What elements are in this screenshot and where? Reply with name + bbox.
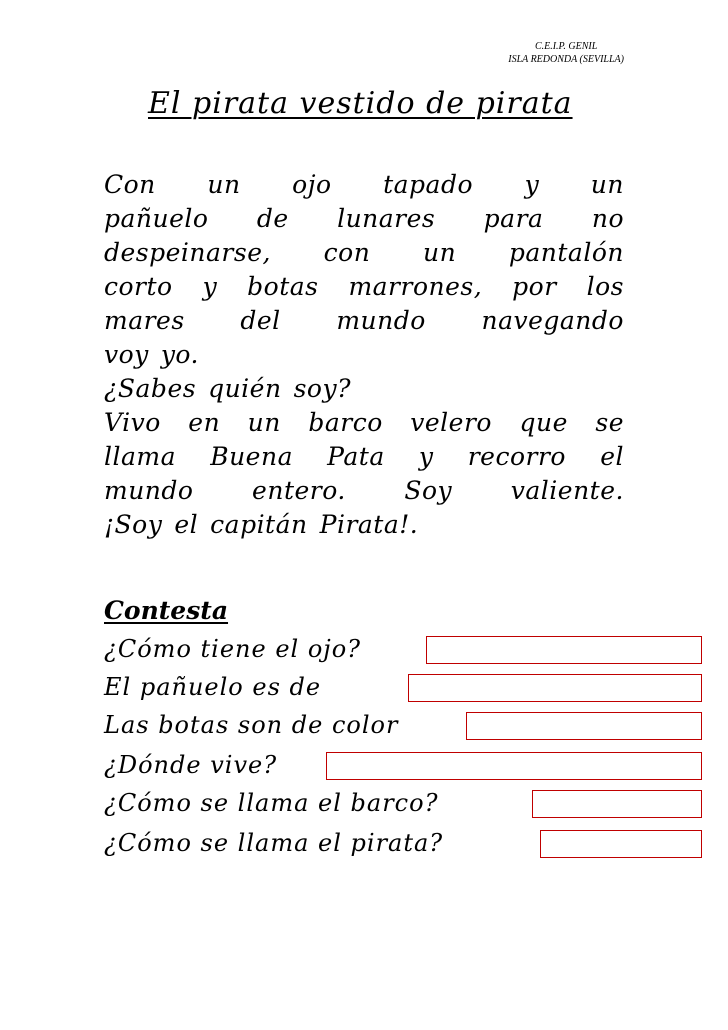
story-word: tapado (383, 170, 473, 199)
story-word: voy (104, 340, 149, 369)
story-word: un (207, 170, 241, 199)
story-word: valiente. (510, 476, 624, 505)
story-word: Soy (404, 476, 453, 505)
story-line (104, 508, 624, 542)
story-line (104, 270, 624, 304)
story-line (104, 168, 624, 202)
story-word: mundo (104, 476, 194, 505)
story-word: Buena (210, 442, 293, 471)
story-word: pañuelo (104, 204, 209, 233)
story-line (104, 372, 624, 406)
story-word: ¿Sabes (104, 374, 197, 403)
question-text: ¿Cómo tiene el ojo? (104, 635, 362, 663)
story-word: llama (104, 442, 177, 471)
story-word: el (174, 510, 199, 539)
story-word: un (422, 238, 457, 267)
story-word: quién (208, 374, 282, 403)
story-word: los (586, 272, 624, 301)
question-text: ¿Cómo se llama el barco? (104, 789, 439, 817)
answer-box-vive[interactable] (326, 752, 702, 780)
story-word: que (519, 408, 568, 437)
story-word: capitán (210, 510, 308, 539)
story-word: un (247, 408, 281, 437)
story-word: soy? (293, 374, 351, 403)
question-row (104, 632, 704, 666)
question-text: El pañuelo es de (104, 673, 322, 701)
story-word: Vivo (104, 408, 161, 437)
story-word: yo. (160, 340, 199, 369)
story-line (104, 236, 624, 270)
story-word: marrones, (348, 272, 483, 301)
story-word: Con (104, 170, 156, 199)
school-location: ISLA REDONDA (SEVILLA) (508, 54, 624, 65)
contesta-heading: Contesta (104, 596, 229, 625)
story-word: y (202, 272, 218, 301)
story-word: velero (410, 408, 492, 437)
answer-box-ojo[interactable] (426, 636, 702, 664)
answer-box-pirata[interactable] (540, 830, 702, 858)
story-word: un (590, 170, 624, 199)
story-line (104, 338, 624, 372)
story-word: se (595, 408, 624, 437)
question-text: ¿Dónde vive? (104, 751, 278, 779)
story-word: recorro (467, 442, 566, 471)
story-text (104, 168, 624, 542)
story-word: ojo (292, 170, 332, 199)
question-text: Las botas son de color (104, 711, 399, 739)
story-word: y (418, 442, 434, 471)
question-row (104, 708, 704, 742)
question-row (104, 748, 704, 782)
story-word: para (483, 204, 544, 233)
page-title: El pirata vestido de pirata (148, 86, 573, 121)
story-line (104, 304, 624, 338)
answer-box-panuelo[interactable] (408, 674, 702, 702)
story-line (104, 202, 624, 236)
story-word: de (256, 204, 289, 233)
story-word: navegando (481, 306, 624, 335)
story-word: mundo (336, 306, 426, 335)
answer-box-barco[interactable] (532, 790, 702, 818)
story-word: pantalón (508, 238, 624, 267)
question-row (104, 786, 704, 820)
story-word: no (591, 204, 624, 233)
story-word: botas (247, 272, 319, 301)
question-text: ¿Cómo se llama el pirata? (104, 829, 444, 857)
question-row (104, 670, 704, 704)
story-word: con (323, 238, 371, 267)
story-line (104, 474, 624, 508)
story-line (104, 406, 624, 440)
story-word: lunares (337, 204, 436, 233)
story-word: corto (104, 272, 173, 301)
story-word: Pirata!. (319, 510, 419, 539)
story-word: y (524, 170, 540, 199)
story-word: del (240, 306, 281, 335)
story-word: ¡Soy (104, 510, 163, 539)
story-word: Pata (327, 442, 385, 471)
story-word: despeinarse, (104, 238, 271, 267)
story-word: mares (104, 306, 185, 335)
story-word: entero. (252, 476, 346, 505)
answer-box-botas[interactable] (466, 712, 702, 740)
story-word: por (512, 272, 557, 301)
school-header (508, 40, 624, 66)
story-word: el (600, 442, 624, 471)
school-name: C.E.I.P. GENIL (534, 41, 598, 52)
story-line (104, 440, 624, 474)
story-word: barco (308, 408, 383, 437)
question-row (104, 826, 704, 860)
story-word: en (188, 408, 221, 437)
